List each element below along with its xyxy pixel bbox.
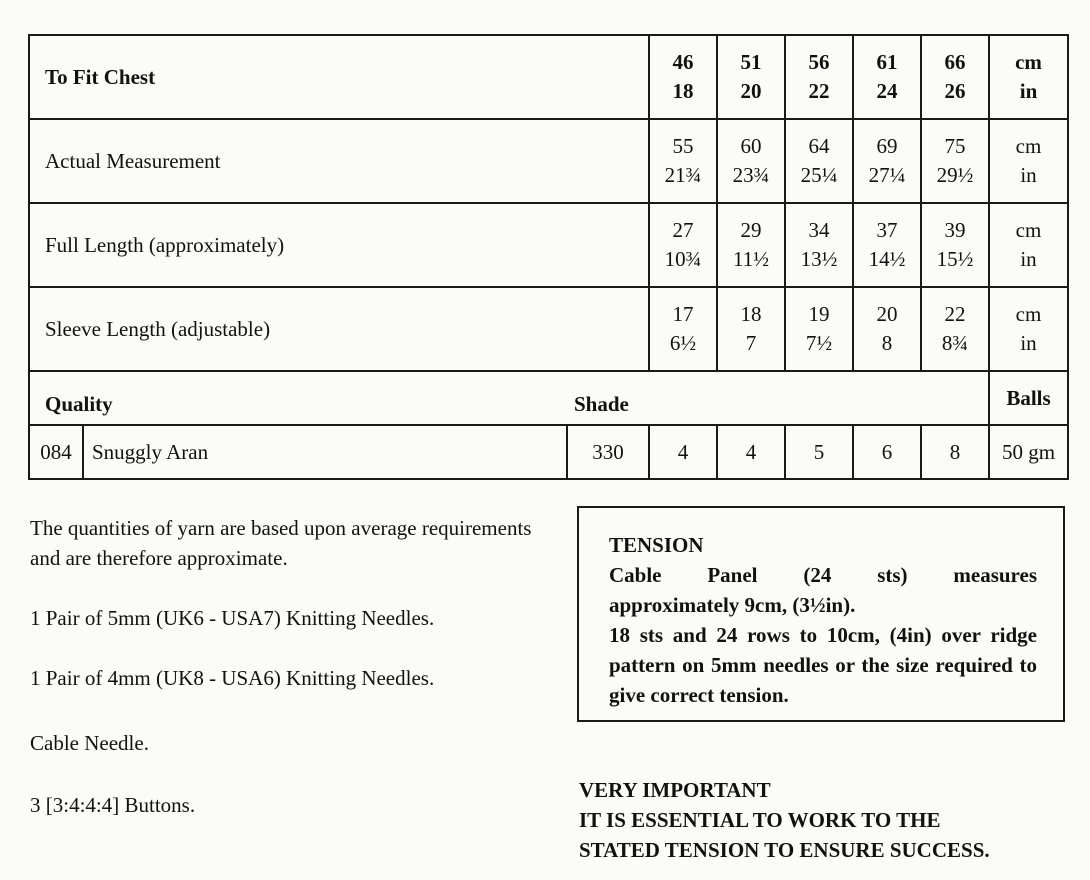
unit-cell: cm in — [989, 203, 1068, 287]
size-cell: 46 18 — [649, 35, 717, 119]
row-sleeve-length — [29, 287, 1068, 371]
size-cell: 39 15½ — [921, 203, 989, 287]
row-label: Sleeve Length (adjustable) — [29, 287, 649, 371]
needles-5mm-note: 1 Pair of 5mm (UK6 - USA7) Knitting Needles. — [30, 606, 435, 630]
row-actual-measurement — [29, 119, 1068, 203]
tension-stitches: 18 sts and 24 rows to 10cm, (4in) over ridge pattern on 5mm needles or the size required to give correct tension. — [609, 623, 1037, 707]
size-cell: 55 21¾ — [649, 119, 717, 203]
balls-header: Balls — [989, 371, 1068, 425]
buttons-note: 3 [3:4:4:4] Buttons. — [30, 793, 196, 817]
size-cell: 29 11½ — [717, 203, 785, 287]
tension-title: TENSION — [609, 533, 704, 557]
important-title: VERY IMPORTANT — [579, 778, 771, 802]
size-cell: 61 24 — [853, 35, 921, 119]
size-cell: 17 6½ — [649, 287, 717, 371]
header-spacer — [649, 371, 989, 425]
tension-cable-panel: Cable Panel (24 sts) measures — [609, 563, 1037, 587]
balls-count: 8 — [921, 425, 989, 479]
shade-header: Shade — [574, 392, 629, 416]
important-line: IT IS ESSENTIAL TO WORK TO THE — [579, 808, 941, 832]
size-cell: 22 8¾ — [921, 287, 989, 371]
row-label: Full Length (approximately) — [29, 203, 649, 287]
size-cell: 34 13½ — [785, 203, 853, 287]
balls-count: 6 — [853, 425, 921, 479]
unit-cell: cm in — [989, 35, 1068, 119]
row-quality-header — [29, 371, 1068, 425]
size-cell: 18 7 — [717, 287, 785, 371]
quality-header-cell — [29, 371, 649, 425]
unit-cell: cm in — [989, 119, 1068, 203]
size-cell: 37 14½ — [853, 203, 921, 287]
size-cell: 66 26 — [921, 35, 989, 119]
size-cell: 64 25¼ — [785, 119, 853, 203]
yarn-quantity-note: The quantities of yarn are based upon average requirements and are therefore approximate. — [30, 516, 532, 570]
size-cell: 19 7½ — [785, 287, 853, 371]
size-cell: 60 23¾ — [717, 119, 785, 203]
balls-count: 4 — [717, 425, 785, 479]
yarn-name: Snuggly Aran — [83, 425, 567, 479]
row-label: Actual Measurement — [29, 119, 649, 203]
important-line: STATED TENSION TO ENSURE SUCCESS. — [579, 838, 990, 862]
size-cell: 27 10¾ — [649, 203, 717, 287]
balls-count: 4 — [649, 425, 717, 479]
row-label: To Fit Chest — [29, 35, 649, 119]
cable-needle-note: Cable Needle. — [30, 731, 149, 755]
needles-4mm-note: 1 Pair of 4mm (UK8 - USA6) Knitting Needles. — [30, 666, 435, 690]
row-full-length — [29, 203, 1068, 287]
yarn-shade: 330 — [567, 425, 649, 479]
quality-header: Quality — [45, 392, 113, 416]
size-cell: 69 27¼ — [853, 119, 921, 203]
row-yarn — [29, 425, 1068, 479]
balls-unit: 50 gm — [989, 425, 1068, 479]
yarn-code: 084 — [29, 425, 83, 479]
important-notice — [579, 775, 1079, 865]
unit-cell: cm in — [989, 287, 1068, 371]
balls-count: 5 — [785, 425, 853, 479]
size-cell: 75 29½ — [921, 119, 989, 203]
row-chest — [29, 35, 1068, 119]
size-chart-table — [28, 34, 1069, 480]
size-cell: 20 8 — [853, 287, 921, 371]
size-cell: 51 20 — [717, 35, 785, 119]
size-cell: 56 22 — [785, 35, 853, 119]
tension-box — [577, 506, 1065, 722]
tension-approx: approximately 9cm, (3½in). — [609, 593, 856, 617]
